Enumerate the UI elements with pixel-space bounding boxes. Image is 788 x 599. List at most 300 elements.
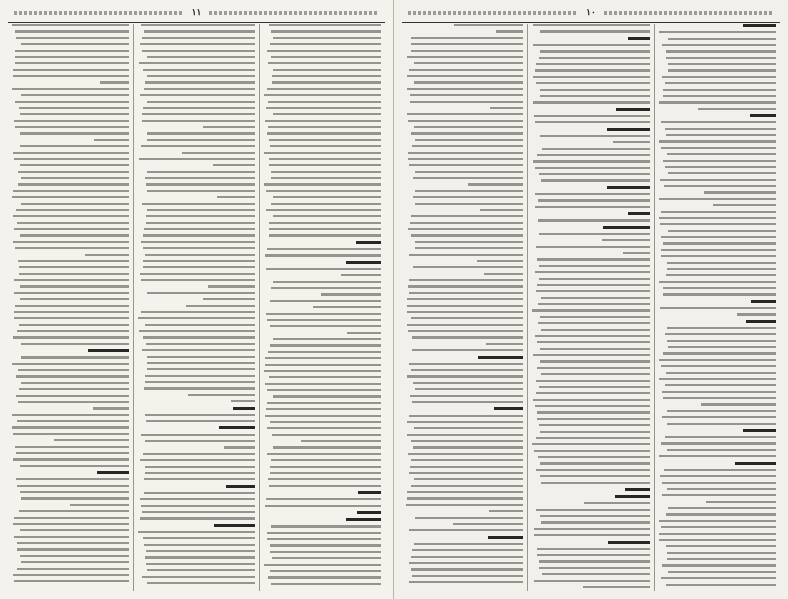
text-line [623, 252, 650, 254]
text-line [143, 260, 255, 262]
text-line [408, 330, 523, 332]
text-line [407, 375, 524, 377]
text-line [541, 521, 650, 523]
text-line [267, 453, 381, 455]
text-line [414, 543, 523, 545]
text-line [663, 95, 777, 97]
text-line [486, 343, 524, 345]
text-line [494, 407, 523, 410]
text-line [667, 423, 776, 425]
text-line [13, 215, 129, 217]
text-line [264, 152, 381, 154]
text-line [270, 472, 381, 474]
text-line [533, 399, 650, 401]
text-line [665, 82, 776, 84]
left-columns [8, 24, 385, 591]
text-line [144, 478, 255, 480]
text-line [14, 317, 129, 319]
text-line [20, 285, 129, 287]
text-line [313, 306, 381, 308]
text-line [411, 556, 523, 558]
text-line [21, 177, 129, 179]
right-columns [402, 24, 780, 591]
text-line [146, 183, 255, 185]
text-line [21, 94, 129, 96]
text-line [269, 376, 381, 378]
text-line [270, 570, 381, 572]
text-line [145, 81, 255, 83]
text-line [662, 76, 776, 78]
text-line [145, 466, 255, 468]
text-line [607, 128, 650, 131]
text-line [182, 152, 255, 154]
text-line [266, 209, 381, 211]
text-line [536, 380, 649, 382]
text-line [537, 258, 650, 260]
text-line [541, 297, 650, 299]
text-line [541, 179, 650, 181]
text-line [667, 558, 776, 560]
text-line [411, 568, 524, 570]
text-line [267, 389, 381, 391]
text-line [409, 415, 524, 417]
text-line [667, 153, 776, 155]
text-line [145, 254, 255, 256]
text-line [100, 81, 129, 83]
text-line [21, 43, 129, 45]
text-line [659, 140, 776, 142]
text-line [272, 557, 381, 559]
text-line [666, 372, 776, 374]
text-line [667, 552, 776, 554]
text-line [532, 443, 649, 445]
text-line [489, 510, 524, 512]
text-line [139, 62, 255, 64]
text-line [666, 50, 776, 52]
text-line [540, 95, 650, 97]
text-line [14, 228, 129, 230]
text-line [17, 222, 129, 224]
text-line [268, 351, 381, 353]
text-line [268, 126, 381, 128]
text-line [535, 167, 650, 169]
text-line [12, 24, 129, 26]
text-line [17, 485, 129, 487]
text-line [93, 407, 129, 409]
text-line [346, 261, 381, 264]
text-line [665, 128, 776, 130]
text-line [411, 50, 524, 52]
text-line [539, 57, 650, 59]
text-line [536, 437, 649, 439]
text-line [147, 362, 255, 364]
text-line [146, 563, 255, 565]
text-line [659, 520, 776, 522]
text-line [537, 284, 650, 286]
text-line [542, 148, 650, 150]
text-line [144, 492, 255, 494]
text-line [659, 31, 776, 33]
text-line [607, 186, 650, 189]
text-line [270, 300, 381, 302]
text-line [269, 158, 381, 160]
text-line [142, 113, 255, 115]
text-line [142, 511, 255, 513]
text-line [15, 50, 129, 52]
text-line [271, 583, 381, 585]
text-line [17, 542, 129, 544]
text-line [664, 469, 776, 471]
text-line [668, 63, 776, 65]
text-line [145, 414, 255, 416]
text-line [144, 228, 256, 230]
text-line [141, 145, 255, 147]
text-line [536, 469, 650, 471]
text-line [271, 171, 381, 173]
text-line [264, 370, 381, 372]
text-line [341, 274, 381, 276]
header-rule [604, 11, 774, 15]
text-line [532, 309, 649, 311]
text-line [535, 121, 650, 123]
text-line [271, 459, 381, 461]
text-line [94, 139, 129, 141]
text-line [14, 120, 129, 122]
text-line [537, 418, 650, 420]
text-line [13, 574, 129, 576]
text-line [407, 88, 523, 90]
text-line [21, 203, 129, 205]
text-line [534, 528, 650, 530]
text-line [17, 548, 129, 550]
text-line [203, 126, 255, 128]
text-line [188, 394, 255, 396]
text-line [143, 234, 255, 236]
text-line [735, 462, 776, 465]
text-line [273, 113, 381, 115]
text-line [407, 497, 523, 499]
text-line [19, 273, 129, 275]
text-line [666, 545, 776, 547]
text-line [17, 330, 129, 332]
text-line [14, 158, 129, 160]
text-line [663, 160, 776, 162]
text-line [411, 440, 523, 442]
text-line [142, 349, 255, 351]
text-line [540, 135, 650, 137]
text-line [412, 145, 523, 147]
text-line [19, 107, 129, 109]
text-line [407, 75, 523, 77]
text-line [271, 30, 381, 32]
text-line [665, 333, 776, 335]
text-line [411, 234, 523, 236]
text-line [407, 491, 523, 493]
text-line [272, 434, 381, 436]
text-line [453, 523, 524, 525]
text-line [13, 458, 129, 460]
text-line [147, 56, 255, 58]
text-line [14, 580, 129, 582]
text-line [269, 234, 381, 236]
text-line [273, 338, 381, 340]
text-line [273, 215, 381, 217]
text-line [409, 529, 523, 531]
text-line [270, 544, 381, 546]
text-line [659, 198, 776, 200]
text-line [408, 285, 523, 287]
text-line [608, 541, 650, 544]
text-line [537, 554, 650, 556]
text-line [415, 203, 524, 205]
text-line [613, 141, 650, 143]
text-line [541, 329, 650, 331]
text-line [266, 408, 381, 410]
text-line [538, 322, 650, 324]
text-line [272, 81, 381, 83]
text-line [415, 247, 523, 249]
text-line [147, 139, 255, 141]
text-line [203, 298, 255, 300]
text-line [540, 50, 650, 52]
text-line [269, 164, 381, 166]
text-line [273, 281, 381, 283]
text-line [264, 564, 381, 566]
text-line [267, 132, 381, 134]
text-line [415, 388, 523, 390]
text-line [662, 44, 776, 46]
text-line [533, 160, 650, 162]
text-line [267, 319, 381, 321]
text-line [266, 498, 381, 500]
text-line [603, 226, 650, 229]
text-line [667, 327, 776, 329]
text-line [407, 56, 524, 58]
text-line [408, 120, 523, 122]
text-line [468, 183, 523, 185]
text-line [140, 517, 255, 519]
text-line [411, 459, 523, 461]
text-line [539, 567, 650, 569]
text-line [625, 488, 650, 491]
text-line [146, 343, 255, 345]
header-rule [209, 11, 379, 15]
text-line [16, 478, 129, 480]
text-line [659, 539, 776, 541]
text-column [260, 24, 385, 591]
text-line [20, 164, 129, 166]
text-line [19, 324, 129, 326]
text-line [268, 62, 381, 64]
text-line [142, 50, 255, 52]
text-line [20, 555, 129, 557]
text-line [14, 517, 129, 519]
text-line [143, 247, 255, 249]
text-line [273, 196, 381, 198]
text-line [18, 183, 129, 185]
text-line [660, 307, 776, 309]
text-line [660, 475, 776, 477]
text-line [661, 147, 776, 149]
text-line [321, 293, 381, 295]
text-line [409, 279, 523, 281]
text-line [665, 384, 776, 386]
text-line [409, 581, 523, 583]
text-line [146, 420, 255, 422]
text-line [704, 191, 776, 193]
text-line [267, 88, 381, 90]
text-line [412, 549, 524, 551]
page-number: ۱۱ [191, 8, 202, 18]
text-line [145, 324, 255, 326]
text-line [412, 575, 524, 577]
text-line [668, 69, 776, 71]
text-line [270, 551, 381, 553]
text-line [535, 405, 650, 407]
text-line [267, 402, 381, 404]
text-line [480, 209, 523, 211]
text-column [528, 24, 654, 591]
text-line [267, 50, 381, 52]
text-line [411, 215, 523, 217]
text-line [145, 177, 255, 179]
text-line [271, 177, 381, 179]
text-line [411, 369, 524, 371]
text-line [540, 30, 649, 32]
right-page-header [402, 6, 780, 23]
text-line [659, 455, 776, 457]
text-line [141, 434, 255, 436]
text-line [266, 107, 381, 109]
text-line [413, 196, 523, 198]
text-line [144, 387, 255, 389]
text-line [540, 462, 650, 464]
text-line [12, 363, 129, 365]
text-line [409, 69, 524, 71]
text-line [219, 426, 255, 429]
text-line [743, 24, 776, 27]
text-line [270, 344, 381, 346]
text-line [147, 75, 255, 77]
text-line [413, 446, 524, 448]
text-line [662, 564, 776, 566]
text-line [147, 209, 255, 211]
text-line [665, 166, 776, 168]
text-line [15, 247, 129, 249]
text-line [659, 533, 776, 535]
text-line [663, 242, 776, 244]
text-line [411, 132, 523, 134]
text-line [414, 81, 523, 83]
text-line [668, 38, 776, 40]
text-line [660, 223, 776, 225]
text-line [413, 266, 523, 268]
text-line [535, 271, 650, 273]
text-line [12, 196, 129, 198]
text-line [20, 113, 129, 115]
text-line [356, 241, 381, 244]
text-line [20, 132, 129, 134]
text-line [410, 94, 523, 96]
text-line [346, 518, 381, 521]
text-line [145, 556, 255, 558]
text-line [19, 388, 129, 390]
text-line [88, 349, 129, 352]
text-line [14, 311, 129, 313]
text-line [140, 459, 255, 461]
text-line [271, 203, 381, 205]
text-line [662, 416, 776, 418]
text-line [409, 562, 523, 564]
text-line [536, 82, 649, 84]
text-line [16, 395, 129, 397]
text-line [141, 279, 255, 281]
text-line [269, 222, 381, 224]
text-line [269, 228, 381, 230]
text-line [224, 446, 255, 448]
text-line [488, 536, 523, 539]
text-line [750, 114, 776, 117]
text-line [266, 190, 381, 192]
text-line [273, 395, 381, 397]
text-line [15, 305, 129, 307]
text-line [264, 94, 381, 96]
text-line [273, 446, 381, 448]
text-line [143, 453, 255, 455]
text-line [666, 513, 776, 515]
text-line [664, 185, 776, 187]
text-line [268, 101, 381, 103]
text-line [267, 538, 381, 540]
text-line [272, 75, 381, 77]
text-line [661, 442, 776, 444]
text-line [713, 204, 776, 206]
text-line [540, 515, 650, 517]
text-line [667, 268, 776, 270]
text-line [140, 94, 255, 96]
text-line [217, 196, 255, 198]
text-line [615, 495, 650, 498]
text-line [13, 336, 129, 338]
text-line [145, 440, 255, 442]
text-line [16, 375, 129, 377]
text-line [141, 311, 255, 313]
text-line [13, 69, 129, 71]
text-line [146, 550, 255, 552]
text-line [539, 233, 650, 235]
text-line [264, 183, 381, 185]
text-line [537, 341, 650, 343]
text-line [616, 108, 650, 111]
text-line [145, 375, 255, 377]
text-line [17, 568, 129, 570]
text-line [18, 401, 129, 403]
text-line [17, 420, 129, 422]
text-line [540, 348, 649, 350]
text-column [134, 24, 260, 591]
text-line [214, 524, 255, 527]
text-line [411, 317, 523, 319]
text-line [21, 561, 129, 563]
text-line [408, 158, 523, 160]
text-line [270, 466, 381, 468]
text-line [16, 452, 129, 454]
text-line [267, 427, 381, 429]
text-line [541, 482, 650, 484]
text-line [14, 536, 129, 538]
text-line [213, 164, 255, 166]
text-line [145, 381, 255, 383]
